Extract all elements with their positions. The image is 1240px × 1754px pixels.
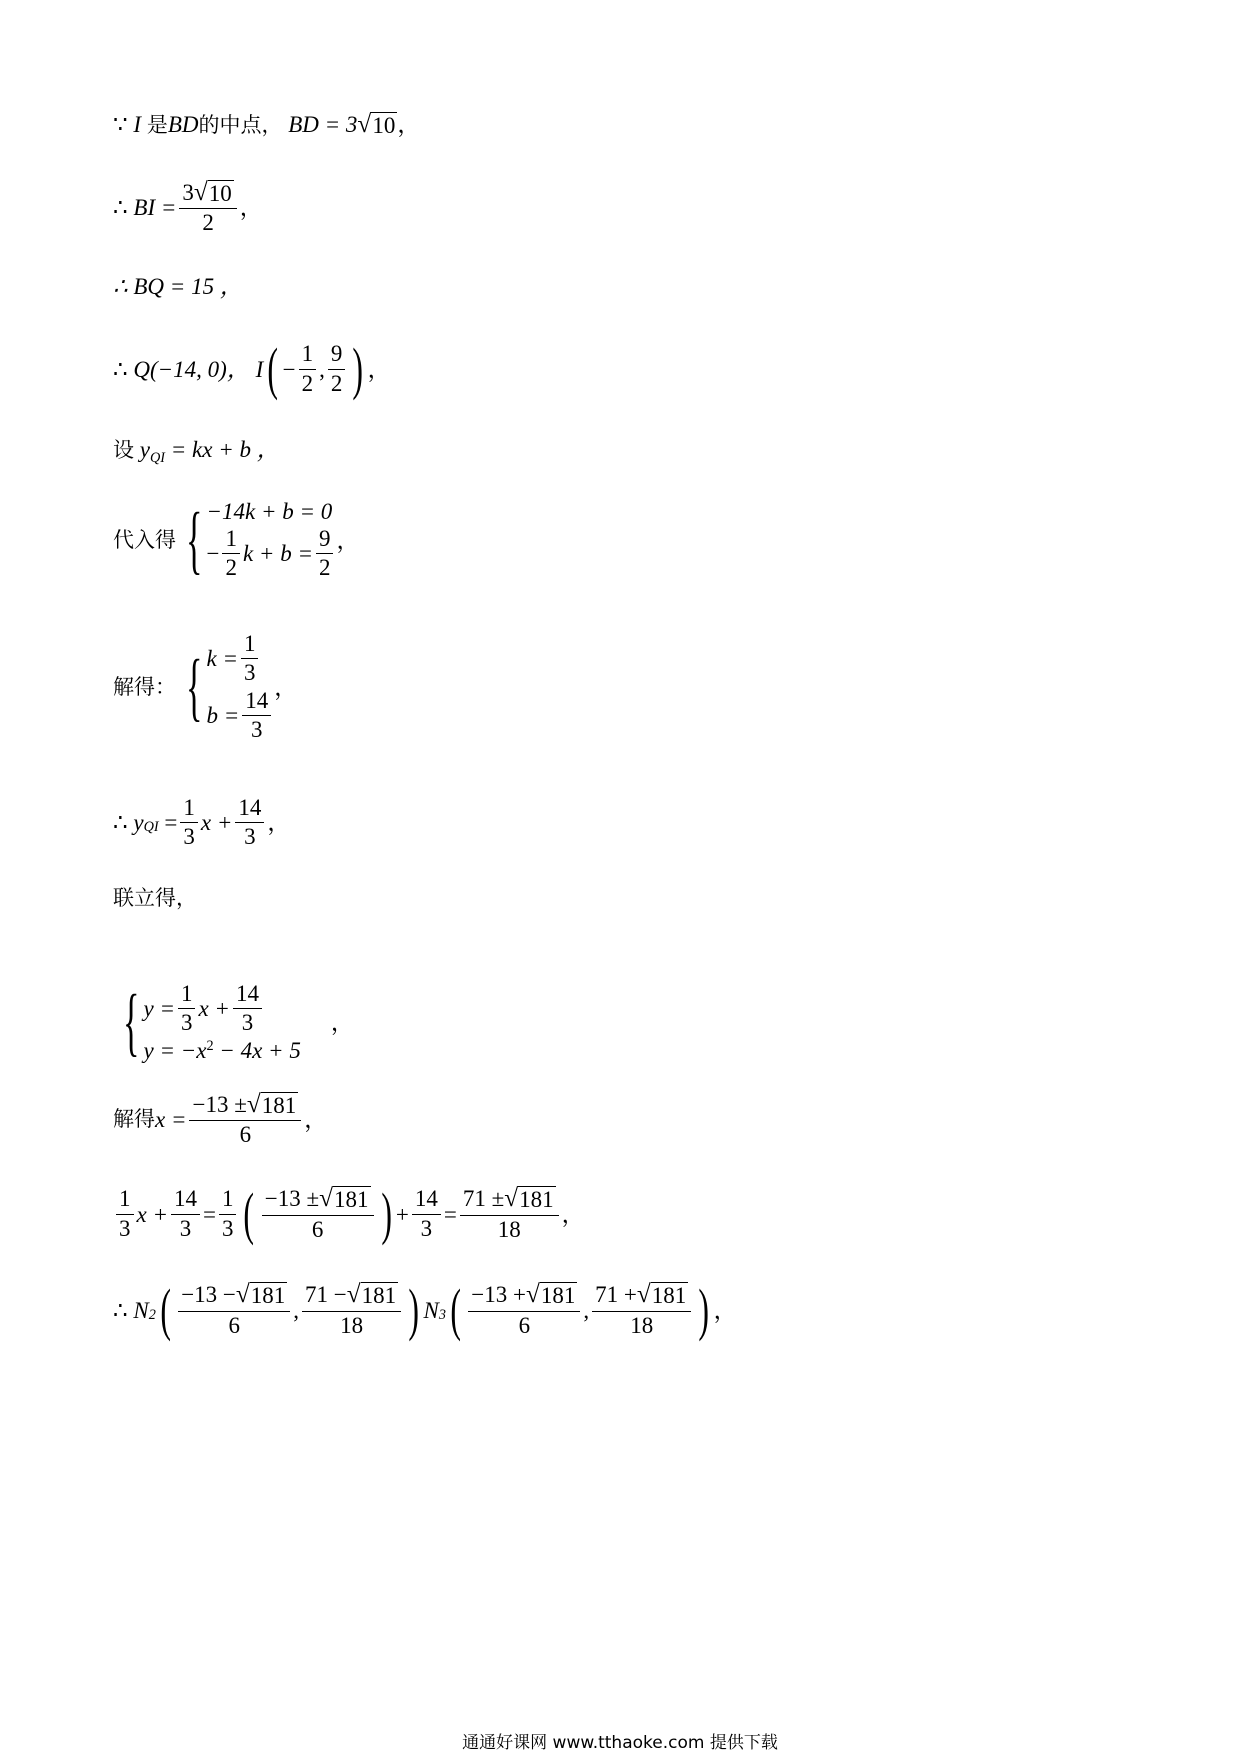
because-symbol: ∵ — [113, 112, 128, 137]
comma: ， — [274, 674, 298, 700]
denominator: 18 — [630, 1312, 654, 1338]
comma: ， — [367, 356, 391, 382]
line-6 — [113, 498, 360, 583]
radicand: 181 — [651, 1283, 687, 1309]
denominator: 6 — [311, 1216, 324, 1242]
separator: , — [293, 1297, 300, 1323]
coef: 3 — [182, 180, 194, 205]
denominator: 2 — [202, 210, 214, 236]
middle: x + — [136, 1201, 168, 1227]
subscript: 2 — [148, 1306, 156, 1323]
text-set: 设 — [113, 438, 134, 462]
text-is: 是 — [146, 113, 168, 137]
line-5 — [113, 437, 280, 466]
equals: = — [443, 1201, 457, 1227]
num-text: 71 + — [595, 1282, 637, 1308]
num-text: −13 + — [471, 1282, 526, 1308]
point-q: Q(−14, 0)， — [133, 356, 250, 382]
radicand: 181 — [361, 1283, 397, 1309]
footer-watermark: 通通好课网 www.tthaoke.com 提供下载 — [462, 1733, 778, 1753]
numerator: 1 — [180, 796, 198, 823]
numerator: 14 — [412, 1187, 441, 1214]
sqrt-radicand: 10 — [372, 113, 396, 138]
denominator: 2 — [330, 370, 343, 396]
x-lhs: x = — [155, 1107, 187, 1133]
denominator: 2 — [318, 555, 331, 581]
equals: = — [202, 1201, 216, 1227]
rhs: = kx + b ， — [170, 437, 280, 462]
comma: ， — [561, 1201, 585, 1227]
right-paren: ) — [380, 1181, 392, 1246]
separator: , — [583, 1297, 590, 1323]
comma: ， — [330, 1009, 354, 1035]
numerator: 9 — [316, 527, 334, 554]
radicand: 181 — [334, 1187, 369, 1213]
num-text: −13 ± — [192, 1092, 247, 1117]
label-substitute: 代入得 — [113, 527, 176, 552]
numerator: 14 — [235, 796, 264, 823]
separator: , — [319, 356, 325, 382]
point-i: I — [133, 112, 142, 137]
line-13: ∴ N 2 ( −13 − √ 181 6 , 71 − √ 181 18 ) N 3 ( −13 + √ 181 6 , 71 + √ 181 18 ) ， — [113, 1277, 737, 1342]
denominator: 3 — [180, 1010, 193, 1036]
therefore-symbol: ∴ — [113, 810, 128, 836]
text-midpoint: 的中点， — [198, 113, 283, 137]
comma: ， — [713, 1297, 737, 1323]
denominator: 2 — [225, 555, 237, 581]
point-i: I — [255, 356, 264, 382]
right-paren: ) — [352, 336, 364, 401]
subscript: QI — [149, 449, 166, 466]
point-n3: N — [423, 1297, 439, 1323]
middle: x + — [200, 810, 233, 836]
num-text: −13 ± — [264, 1186, 320, 1212]
therefore-symbol: ∴ — [113, 356, 128, 382]
superscript: 2 — [206, 1038, 214, 1055]
numerator: 1 — [178, 982, 196, 1009]
equals: = — [164, 810, 178, 836]
equation-system — [206, 500, 336, 580]
label-solve: 解得 — [113, 1107, 155, 1132]
line-4 — [113, 336, 391, 401]
line-10 — [113, 980, 354, 1065]
denominator: 3 — [251, 717, 263, 743]
minus: − — [206, 541, 220, 567]
numerator: 14 — [242, 689, 271, 716]
denominator: 3 — [179, 1215, 192, 1241]
num-text: −13 − — [181, 1282, 236, 1308]
numerator: 9 — [328, 342, 346, 369]
numerator: 14 — [171, 1187, 200, 1214]
numerator: 14 — [233, 982, 262, 1009]
numerator: 1 — [116, 1187, 134, 1214]
radicand: 181 — [540, 1283, 576, 1309]
comma: ， — [336, 527, 360, 553]
left-paren: ( — [243, 1181, 255, 1246]
radicand: 181 — [261, 1093, 297, 1118]
line-12: $\frac{1}{3}$ x + $\frac{14}{3}$ = $\frac{1}{3}$ ( −13 ± √ 181 6 ) + $\frac{14}{3}$ = 71 ± √ 181 18 ， — [113, 1185, 585, 1243]
therefore-symbol: ∴ — [113, 195, 128, 221]
left-brace: { — [123, 980, 140, 1065]
comma: ， — [239, 195, 263, 221]
denominator: 3 — [119, 1215, 131, 1241]
label-solve: 解得： — [113, 674, 176, 699]
point-n2: N — [133, 1297, 149, 1323]
denominator: 6 — [518, 1312, 531, 1338]
minus: − — [282, 356, 296, 382]
comma: ， — [304, 1107, 328, 1133]
numerator: 1 — [219, 1187, 237, 1214]
subscript: QI — [143, 819, 159, 836]
y-var: y — [139, 437, 150, 462]
denominator: 3 — [221, 1215, 234, 1241]
y-lhs: y = — [143, 996, 175, 1022]
comma: ， — [267, 810, 291, 836]
denominator: 6 — [228, 1312, 240, 1338]
line-8 — [113, 796, 290, 849]
equation-1: −14k + b = 0 — [206, 499, 333, 524]
b-lhs: b = — [206, 703, 240, 729]
fraction-x — [299, 342, 317, 395]
radicand: 10 — [208, 181, 232, 206]
left-brace: { — [186, 645, 203, 730]
denominator: 3 — [420, 1215, 433, 1241]
denominator: 18 — [340, 1312, 364, 1338]
denominator: 3 — [241, 1010, 254, 1036]
numerator: 1 — [222, 527, 240, 554]
fraction-bi: 3 √ 10 2 — [179, 180, 236, 235]
bi-lhs: BI = — [133, 195, 177, 221]
therefore-symbol: ∴ — [113, 1297, 128, 1323]
numerator: 1 — [299, 342, 317, 369]
denominator: 3 — [244, 824, 256, 850]
simultaneous-system — [143, 982, 300, 1062]
left-paren: ( — [160, 1277, 171, 1342]
sqrt-10: √ 10 — [357, 110, 396, 138]
k-lhs: k = — [206, 646, 238, 672]
equation-2 — [206, 527, 336, 580]
middle: x + — [198, 996, 230, 1022]
solution-system — [206, 632, 274, 743]
radicand: 181 — [519, 1187, 554, 1213]
left-brace: { — [186, 498, 203, 583]
quadratic-b: − 4x + 5 — [213, 1038, 301, 1064]
segment-bd: BD — [167, 112, 199, 137]
denominator: 3 — [243, 660, 256, 686]
numerator: 1 — [241, 632, 259, 659]
comma: ， — [397, 112, 421, 137]
num-text: 71 − — [305, 1282, 347, 1308]
left-paren: ( — [267, 336, 279, 401]
radicand: 181 — [250, 1283, 286, 1309]
denominator: 3 — [183, 824, 195, 850]
quadratic-a: y = −x — [143, 1038, 207, 1064]
middle: k + b = — [242, 541, 313, 567]
plus: + — [395, 1201, 409, 1227]
line-1 — [113, 112, 420, 137]
subscript: 3 — [438, 1306, 446, 1323]
left-paren: ( — [450, 1277, 461, 1342]
line-7 — [113, 632, 297, 743]
denominator: 2 — [301, 370, 314, 396]
line-2 — [113, 180, 263, 235]
denominator: 6 — [239, 1122, 252, 1148]
line-9: 联立得， — [113, 886, 197, 910]
y-var: y — [133, 810, 144, 836]
fraction-y — [328, 342, 346, 395]
right-paren: ) — [408, 1277, 420, 1342]
right-paren: ) — [698, 1277, 710, 1342]
denominator: 18 — [497, 1216, 521, 1242]
bd-equation: BD = 3 — [288, 112, 358, 137]
line-11: 解得 x = −13 ± √ 181 6 ， — [113, 1090, 328, 1148]
num-text: 71 ± — [462, 1186, 505, 1212]
line-3: ∴ BQ = 15 ， — [113, 274, 243, 299]
